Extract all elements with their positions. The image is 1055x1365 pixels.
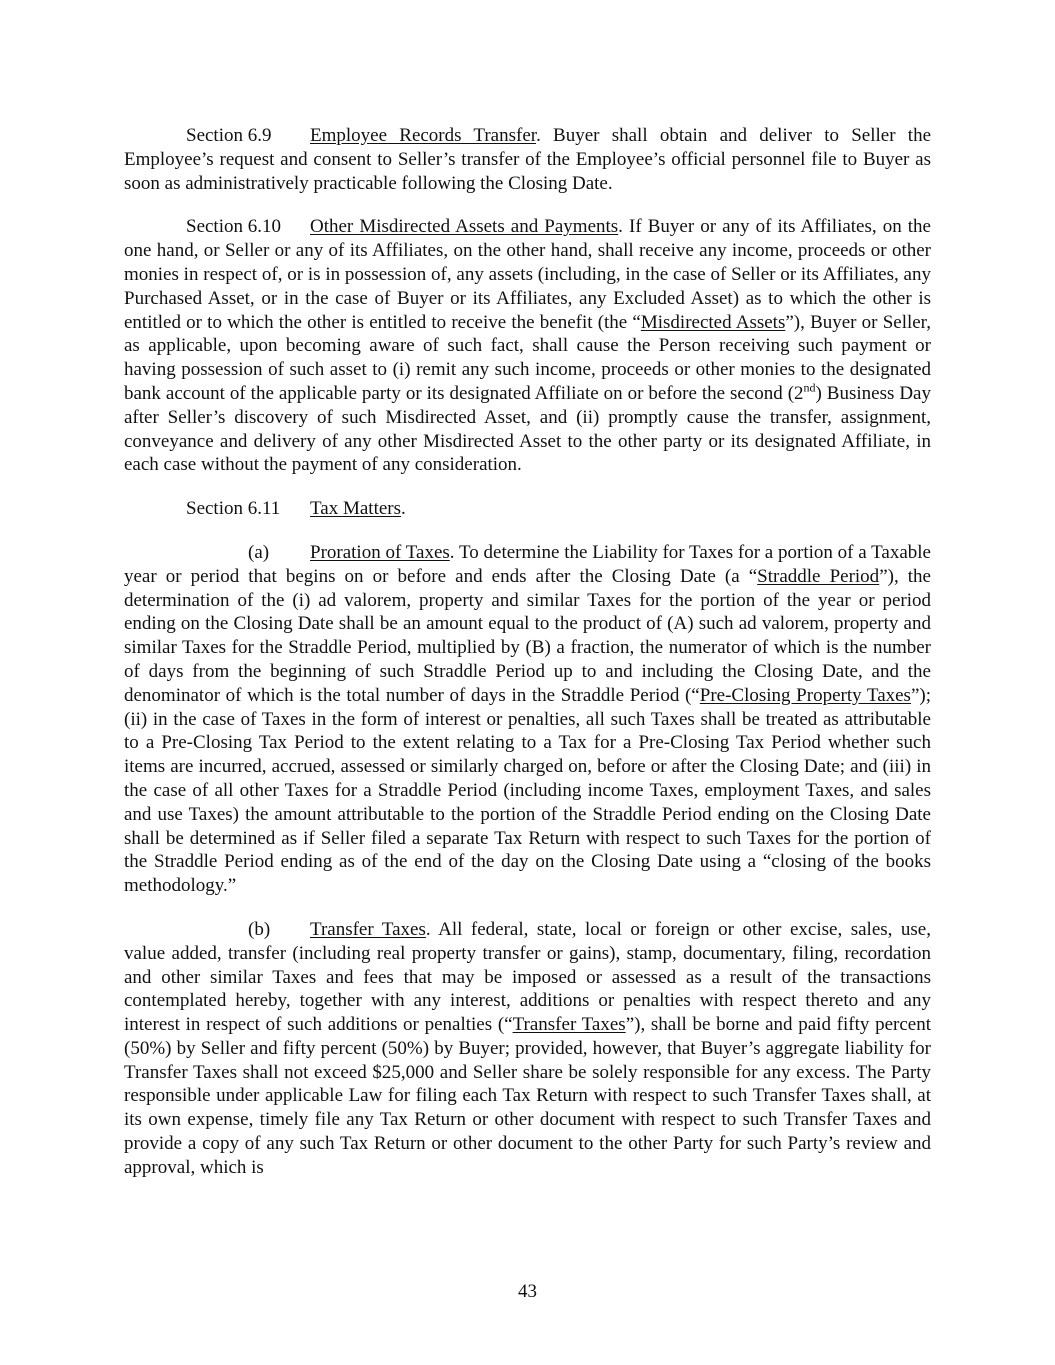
section-6-10 (124, 215, 931, 477)
subsection-heading: Proration of Taxes (310, 541, 450, 563)
heading-period: . (401, 498, 406, 520)
section-body: ”), Buyer or Seller, as applicable, upon becoming aware of such fact, shall cause the Person receiving such payment or having possession of such asset to (i) remit any such income, proceeds or other monies to the designated bank account of the applicable party or its designated Affiliate on or before the second (2 (124, 311, 932, 404)
defined-term: Misdirected Assets (640, 311, 786, 333)
subsection-a (124, 541, 931, 898)
defined-term: Pre-Closing Property Taxes (699, 684, 911, 706)
subsection-b (124, 918, 931, 1180)
subsection-body: . To determine the Liability for Taxes for a portion of a Taxable year or period that begins on or before and ends after the Closing Date (a “ (124, 541, 931, 587)
page-number: 43 (518, 1281, 537, 1302)
section-heading: Other Misdirected Assets and Payments (310, 216, 619, 238)
section-number: Section 6.9 (186, 125, 272, 146)
subsection-label: (a) (248, 541, 270, 563)
section-heading: Tax Matters (310, 498, 402, 520)
subsection-heading: Transfer Taxes (310, 918, 426, 940)
subsection-body: . All federal, state, local or foreign or other excise, sales, use, value added, transfer (including real property transfer or gains), stamp, documentary, filing, recordation and other similar Taxes and fees that may be imposed or assessed as a result of the transactions contemplated hereby, together with any interest, additions or penalties with respect thereto and any interest in respect of such additions or penalties (“ (124, 918, 931, 1036)
subsection-body: ”), shall be borne and paid fifty percent (50%) by Seller and fifty percent (50%) by Buyer; provided, however, that Buyer’s aggregate liability for Transfer Taxes shall not exceed $25,000 and Seller share be solely responsible for any excess. The Party responsible under applicable Law for filing each Tax Return with respect to such Transfer Taxes shall, at its own expense, timely file any Tax Return or other document with respect to such Transfer Taxes and provide a copy of any such Tax Return or other document to the other Party for such Party’s review and approval, which is (124, 1014, 931, 1178)
subsection-body: ”), the determination of the (i) ad valorem, property and similar Taxes for the portion of the year or period ending on the Closing Date shall be an amount equal to the product of (A) such ad valorem, property and similar Taxes for the Straddle Period, multiplied by (B) a fraction, the numerator of which is the number of days from the beginning of such Straddle Period up to and including the Closing Date, and the denominator of which is the total number of days in the Straddle Period (“ (124, 565, 931, 706)
subsection-body: ”); (ii) in the case of Taxes in the form of interest or penalties, all such Taxes shall be treated as attributable to a Pre-Closing Tax Period to the extent relating to a Tax for a Pre-Closing Tax Period whether such items are incurred, accrued, assessed or similarly charged on, before or after the Closing Date; and (iii) in the case of all other Taxes for a Straddle Period (including income Taxes, employment Taxes, and sales and use Taxes) the amount attributable to the portion of the Straddle Period ending on the Closing Date shall be determined as if Seller filed a separate Tax Return with respect to such Taxes for the portion of the Straddle Period ending as of the end of the day on the Closing Date using a “closing of the books methodology.” (124, 684, 932, 897)
section-body: . If Buyer or any of its Affiliates, on the one hand, or Seller or any of its Affiliates, on the other hand, shall receive any income, proceeds or other monies in respect of, or is in possession of, any assets (including, in the case of Seller or its Affiliates, any Purchased Asset, or in the case of Buyer or its Affiliates, any Excluded Asset) as to which the other is entitled or to which the other is entitled to receive the benefit (the “ (124, 216, 931, 333)
section-number: Section 6.10 (186, 216, 281, 238)
ordinal-superscript: nd (803, 380, 816, 395)
defined-term: Transfer Taxes (512, 1014, 626, 1036)
section-body: ) Business Day after Seller’s discovery of such Misdirected Asset, and (ii) promptly cause the transfer, assignment, conveyance and delivery of any other Misdirected Asset to the other party or its designated Affiliate, in each case without the payment of any consideration. (124, 382, 931, 476)
section-number: Section 6.11 (186, 498, 281, 520)
section-6-11 (124, 497, 931, 521)
section-heading: Employee Records Transfer (310, 125, 537, 146)
subsection-label: (b) (248, 918, 271, 940)
section-6-9 (124, 124, 931, 195)
document-page (124, 124, 931, 1200)
defined-term: Straddle Period (757, 565, 880, 587)
section-body: . Buyer shall obtain and deliver to Seller the Employee’s request and consent to Seller’s transfer of the Employee’s official personnel file to Buyer as soon as administratively practicable following the Closing Date. (124, 125, 932, 194)
